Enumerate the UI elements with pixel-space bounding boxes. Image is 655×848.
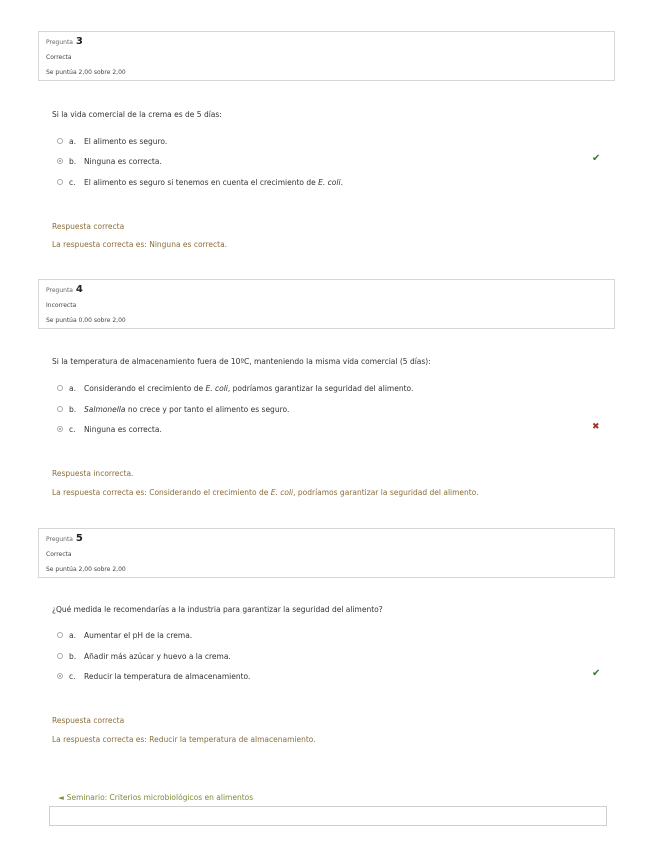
answer-text [84,178,343,187]
jump-to-select[interactable] [49,806,607,826]
correct-icon: ✔ [592,153,601,164]
question-prefix: Pregunta [46,536,73,543]
question-text: Si la vida comercial de la crema es de 5 días: [52,110,222,119]
answer-letter: c. [69,424,76,434]
answer-option-a[interactable] [57,135,167,147]
right-answer-italic: E. coli [270,488,294,497]
answer-text-part: , podríamos garantizar la seguridad del alimento. [227,383,414,393]
question-info-box [38,31,615,81]
question-number [46,533,83,544]
right-answer [52,240,227,249]
answer-letter: b. [69,404,77,414]
answer-text-italic: Salmonella [84,404,126,414]
answer-text: Ninguna es correcta. [84,424,162,434]
answer-letter: b. [69,156,77,166]
question-number-value: 3 [75,36,83,47]
right-answer [52,488,479,497]
answer-letter: b. [69,651,77,661]
feedback-title: Respuesta correcta [52,716,125,725]
question-info-box [38,279,615,329]
question-info-box [38,528,615,578]
incorrect-icon: ✖ [592,422,600,432]
answer-text: El alimento es seguro. [84,136,168,146]
answer-text [84,384,413,393]
left-arrow-icon: ◄ [58,793,64,802]
answer-text-italic: E. coli [318,177,341,187]
answer-letter: c. [69,177,76,187]
answer-text-part: Considerando el crecimiento de [84,383,206,393]
right-answer-text: , podríamos garantizar la seguridad del alimento. [293,488,479,497]
question-prefix: Pregunta [46,39,73,46]
answer-option-b[interactable] [57,155,162,167]
answer-letter: a. [69,383,76,393]
answer-text-part: El alimento es seguro si tenemos en cuenta el crecimiento de [84,177,319,187]
question-number [46,284,83,295]
question-number-value: 5 [75,533,83,544]
answer-text-italic: E. coli [205,383,228,393]
feedback-title: Respuesta correcta [52,222,125,231]
answer-text: Añadir más azúcar y huevo a la crema. [84,651,231,661]
answer-option-c[interactable] [57,423,162,435]
question-grade: Se puntúa 2,00 sobre 2,00 [46,566,126,573]
answer-option-c[interactable] [57,670,250,682]
question-text: Si la temperatura de almacenamiento fuera de 10ºC, manteniendo la misma vida comercial (5 días): [52,357,431,366]
answer-text-part: no crece y por tanto el alimento es seguro. [125,404,290,414]
radio-button-selected[interactable] [57,426,63,432]
radio-button[interactable] [57,138,63,144]
radio-button[interactable] [57,653,63,659]
question-grade: Se puntúa 0,00 sobre 2,00 [46,317,126,324]
radio-button[interactable] [57,406,63,412]
answer-letter: a. [69,630,76,640]
right-answer-text: La respuesta correcta es: Ninguna es correcta. [52,240,228,249]
right-answer-text: La respuesta correcta es: Reducir la temperatura de almacenamiento. [52,735,316,744]
answer-text: Reducir la temperatura de almacenamiento. [84,671,251,681]
radio-button-selected[interactable] [57,158,63,164]
question-state: Correcta [46,54,72,61]
prev-activity-link[interactable] [58,793,253,802]
radio-button[interactable] [57,632,63,638]
question-number-value: 4 [75,284,83,295]
answer-letter: c. [69,671,76,681]
radio-button[interactable] [57,385,63,391]
answer-text [84,405,289,414]
answer-option-a[interactable] [57,382,413,394]
right-answer [52,735,316,744]
correct-icon: ✔ [592,668,601,679]
question-number [46,36,83,47]
radio-button[interactable] [57,179,63,185]
question-state: Correcta [46,551,72,558]
answer-option-a[interactable] [57,629,192,641]
question-state: Incorrecta [46,302,77,309]
question-grade: Se puntúa 2,00 sobre 2,00 [46,69,126,76]
answer-text-part: . [340,177,343,187]
feedback-title: Respuesta incorrecta. [52,469,134,478]
answer-option-b[interactable] [57,403,289,415]
answer-option-b[interactable] [57,650,231,662]
answer-letter: a. [69,136,76,146]
answer-text: Aumentar el pH de la crema. [84,630,193,640]
right-answer-text: La respuesta correcta es: Considerando el crecimiento de [52,488,271,497]
radio-button-selected[interactable] [57,673,63,679]
question-prefix: Pregunta [46,287,73,294]
prev-activity-label: Seminario: Criterios microbiológicos en alimentos [66,793,254,802]
answer-option-c[interactable] [57,176,343,188]
answer-text: Ninguna es correcta. [84,156,162,166]
question-text: ¿Qué medida le recomendarías a la industria para garantizar la seguridad del alimento? [52,605,383,614]
